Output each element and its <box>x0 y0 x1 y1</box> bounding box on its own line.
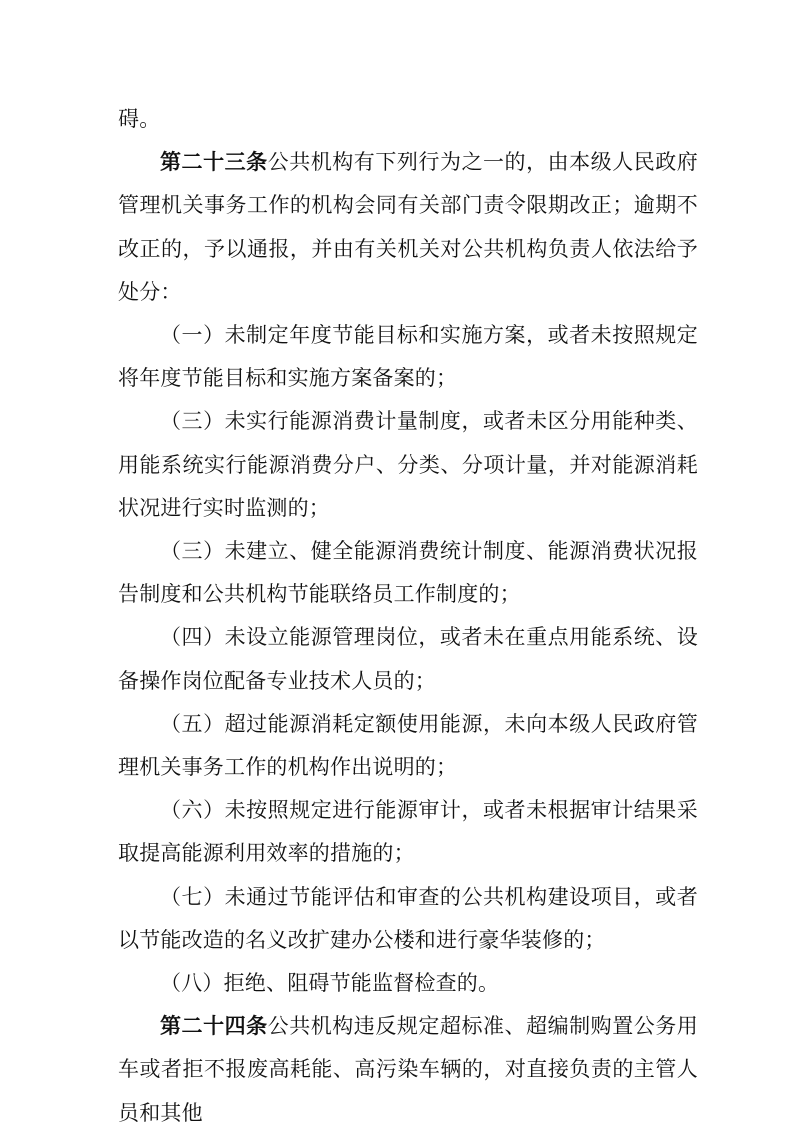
article-23-intro: 公共机构有下列行为之一的，由本级人民政府管理机关事务工作的机构会同有关部门责令限期改正；逾期不改正的，予以通报，并由有关机关对公共机构负责人依法给予处分： <box>118 150 699 304</box>
article-23-heading: 第二十三条 <box>160 150 268 175</box>
article-23-item-8: （八）拒绝、阻碍节能监督检查的。 <box>160 971 500 996</box>
article-23-item-3: （三）未建立、健全能源消费统计制度、能源消费状况报告制度和公共机构节能联络员工作制度的； <box>118 539 698 607</box>
article-23-item-5: （五）超过能源消耗定额使用能源，未向本级人民政府管理机关事务工作的机构作出说明的； <box>118 711 698 780</box>
article-23-item-7: （七）未通过节能评估和审查的公共机构建设项目，或者以节能改造的名义改扩建办公楼和进行豪华装修的； <box>118 884 698 952</box>
article-24-intro: 公共机构违反规定超标准、超编制购置公务用车或者拒不报废高耗能、高污染车辆的，对直接负责的主管人员和其他 <box>118 1014 699 1125</box>
article-24 <box>118 1005 698 1135</box>
article-23-item-1: （一）未制定年度节能目标和实施方案，或者未按照规定将年度节能目标和实施方案备案的； <box>118 323 698 391</box>
article-24-heading: 第二十四条 <box>160 1014 268 1039</box>
article-23-item-6: （六）未按照规定进行能源审计，或者未根据审计结果采取提高能源利用效率的措施的； <box>118 798 698 866</box>
article-23-item-2: （三）未实行能源消费计量制度，或者未区分用能种类、用能系统实行能源消费分户、分类、分项计量，并对能源消耗状况进行实时监测的； <box>118 409 698 520</box>
fragment-text: 碍。 <box>118 107 161 131</box>
article-23 <box>118 141 698 314</box>
article-23-item-4: （四）未设立能源管理岗位，或者未在重点用能系统、设备操作岗位配备专业技术人员的； <box>118 625 698 693</box>
document-body <box>118 98 698 1135</box>
continuation-fragment <box>118 98 698 141</box>
